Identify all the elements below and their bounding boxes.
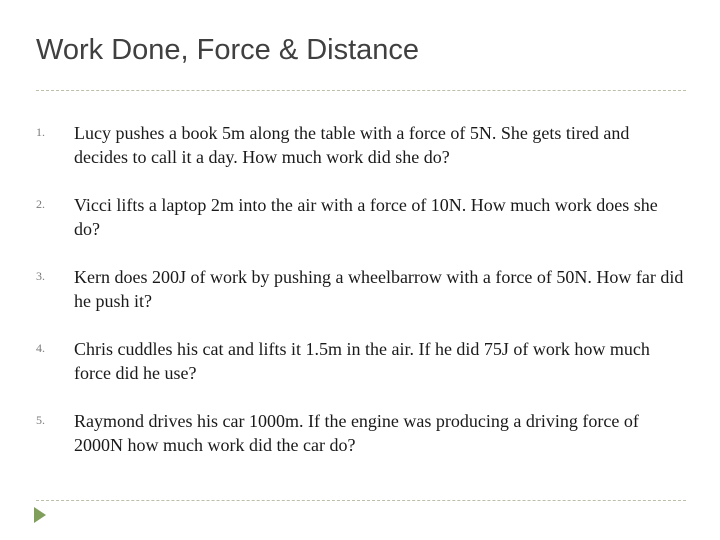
question-number: 3. — [36, 269, 45, 283]
question-number: 5. — [36, 413, 45, 427]
question-text: Vicci lifts a laptop 2m into the air with a force of 10N. How much work does she do? — [74, 195, 658, 239]
question-item — [36, 193, 686, 265]
question-list — [36, 121, 686, 481]
question-number: 4. — [36, 341, 45, 355]
question-item — [36, 265, 686, 337]
question-item — [36, 121, 686, 193]
triangle-right-icon[interactable] — [33, 506, 47, 524]
title-divider — [36, 90, 686, 91]
question-number: 1. — [36, 125, 45, 139]
question-text: Kern does 200J of work by pushing a wheelbarrow with a force of 50N. How far did he push it? — [74, 267, 684, 311]
question-text: Lucy pushes a book 5m along the table with a force of 5N. She gets tired and decides to call it a day. How much work did she do? — [74, 123, 630, 167]
question-number: 2. — [36, 197, 45, 211]
question-item — [36, 409, 686, 481]
question-item — [36, 337, 686, 409]
question-text: Chris cuddles his cat and lifts it 1.5m in the air. If he did 75J of work how much force did he use? — [74, 339, 650, 383]
footer-divider — [36, 500, 686, 501]
question-text: Raymond drives his car 1000m. If the engine was producing a driving force of 2000N how much work did the car do? — [74, 411, 639, 455]
slide-title: Work Done, Force & Distance — [36, 34, 420, 66]
